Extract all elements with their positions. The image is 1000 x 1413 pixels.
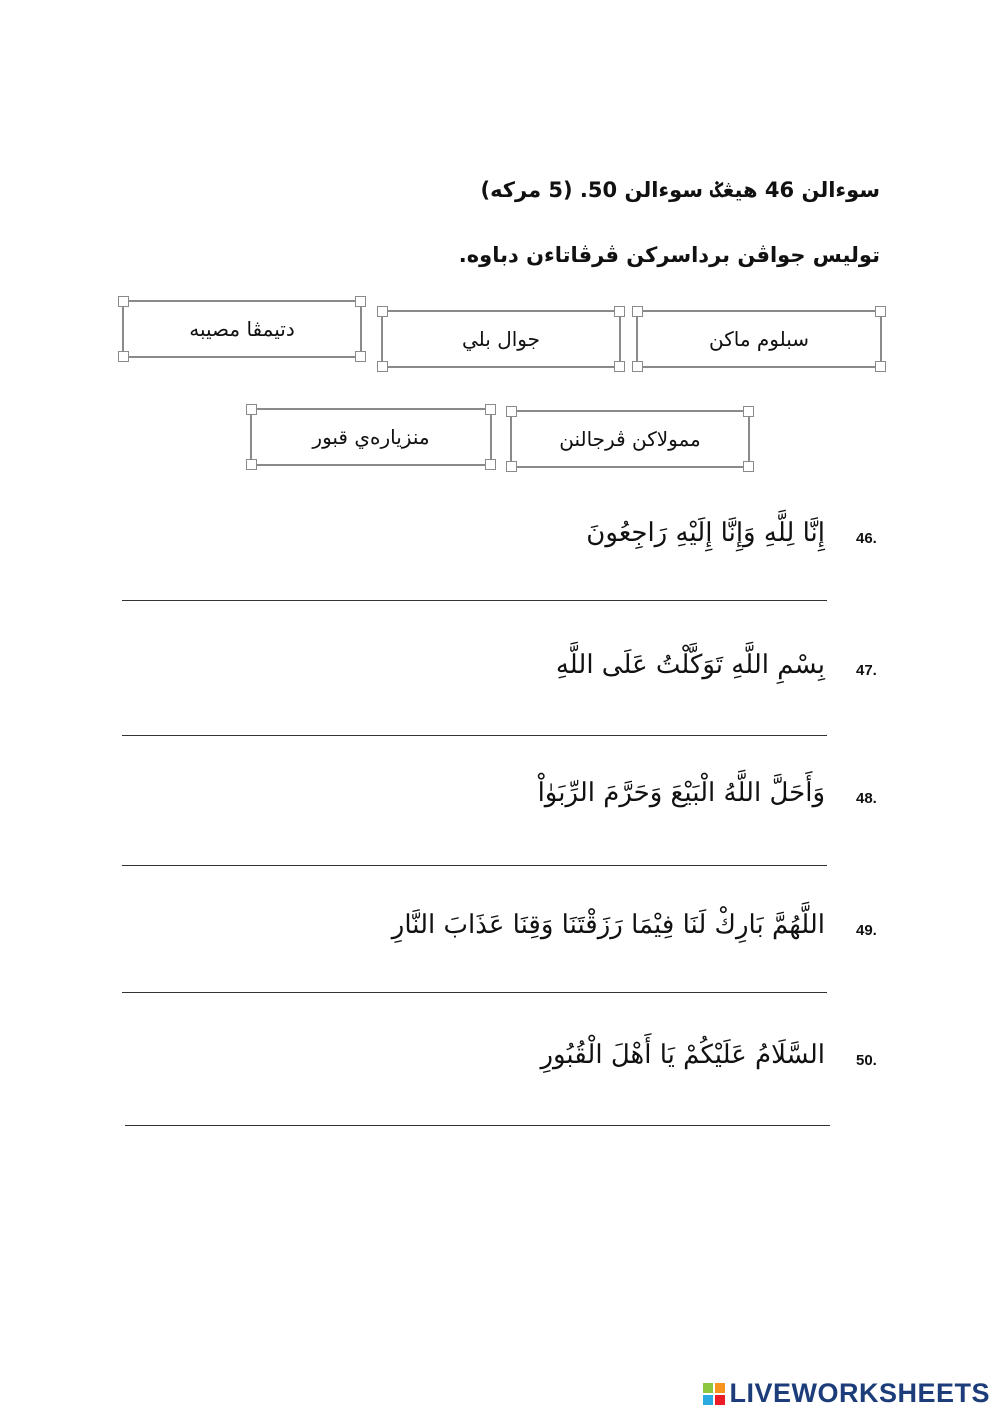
question-number: 47. (856, 662, 877, 679)
question-text: اللَّهُمَّ بَارِكْ لَنَا فِيْمَا رَزَقْتَنَا وَقِنَا عَذَابَ النَّارِ (391, 910, 825, 940)
logo-square-red (715, 1395, 725, 1405)
question-number: 50. (856, 1052, 877, 1069)
option-box-5[interactable] (250, 408, 492, 466)
question-text: وَأَحَلَّ اللَّهُ الْبَيْعَ وَحَرَّمَ الرِّبَوٰاْ (537, 778, 825, 808)
option-label: ممولاكن ڤرجالنن (559, 427, 701, 451)
question-text: بِسْمِ اللَّهِ تَوَكَّلْتُ عَلَى اللَّهِ (555, 650, 825, 680)
worksheet-title: سوءالن 46 هيڠݢ سوءالن 50. (5 مركه) (480, 178, 880, 202)
answer-line[interactable] (122, 735, 827, 736)
answer-line[interactable] (125, 1125, 830, 1126)
question-number: 49. (856, 922, 877, 939)
logo-square-green (703, 1383, 713, 1393)
logo-text: LIVEWORKSHEETS (729, 1378, 990, 1408)
logo-mark-icon (703, 1383, 725, 1405)
question-text: السَّلَامُ عَلَيْكُمْ يَا أَهْلَ الْقُبُورِ (540, 1040, 825, 1070)
option-box-3[interactable] (122, 300, 362, 358)
option-label: جوال بلي (462, 327, 540, 351)
question-text: إِنَّا لِلَّهِ وَإِنَّا إِلَيْهِ رَاجِعُونَ (586, 518, 825, 548)
option-label: منزياره‌ي قبور (312, 425, 430, 449)
option-box-4[interactable] (510, 410, 750, 468)
answer-line[interactable] (122, 600, 827, 601)
question-number: 46. (856, 530, 877, 547)
logo-square-blue (703, 1395, 713, 1405)
option-label: سبلوم ماكن (708, 327, 810, 351)
answer-line[interactable] (122, 992, 827, 993)
worksheet-instruction: توليس جواڤن برداسركن ڤرڤاتاءن دباوه. (458, 243, 880, 267)
option-box-2[interactable] (381, 310, 621, 368)
liveworksheets-logo (703, 1378, 990, 1409)
answer-line[interactable] (122, 865, 827, 866)
option-box-1[interactable] (636, 310, 882, 368)
question-number: 48. (856, 790, 877, 807)
logo-square-orange (715, 1383, 725, 1393)
option-label: دتيمڤا مصيبه (189, 317, 295, 341)
